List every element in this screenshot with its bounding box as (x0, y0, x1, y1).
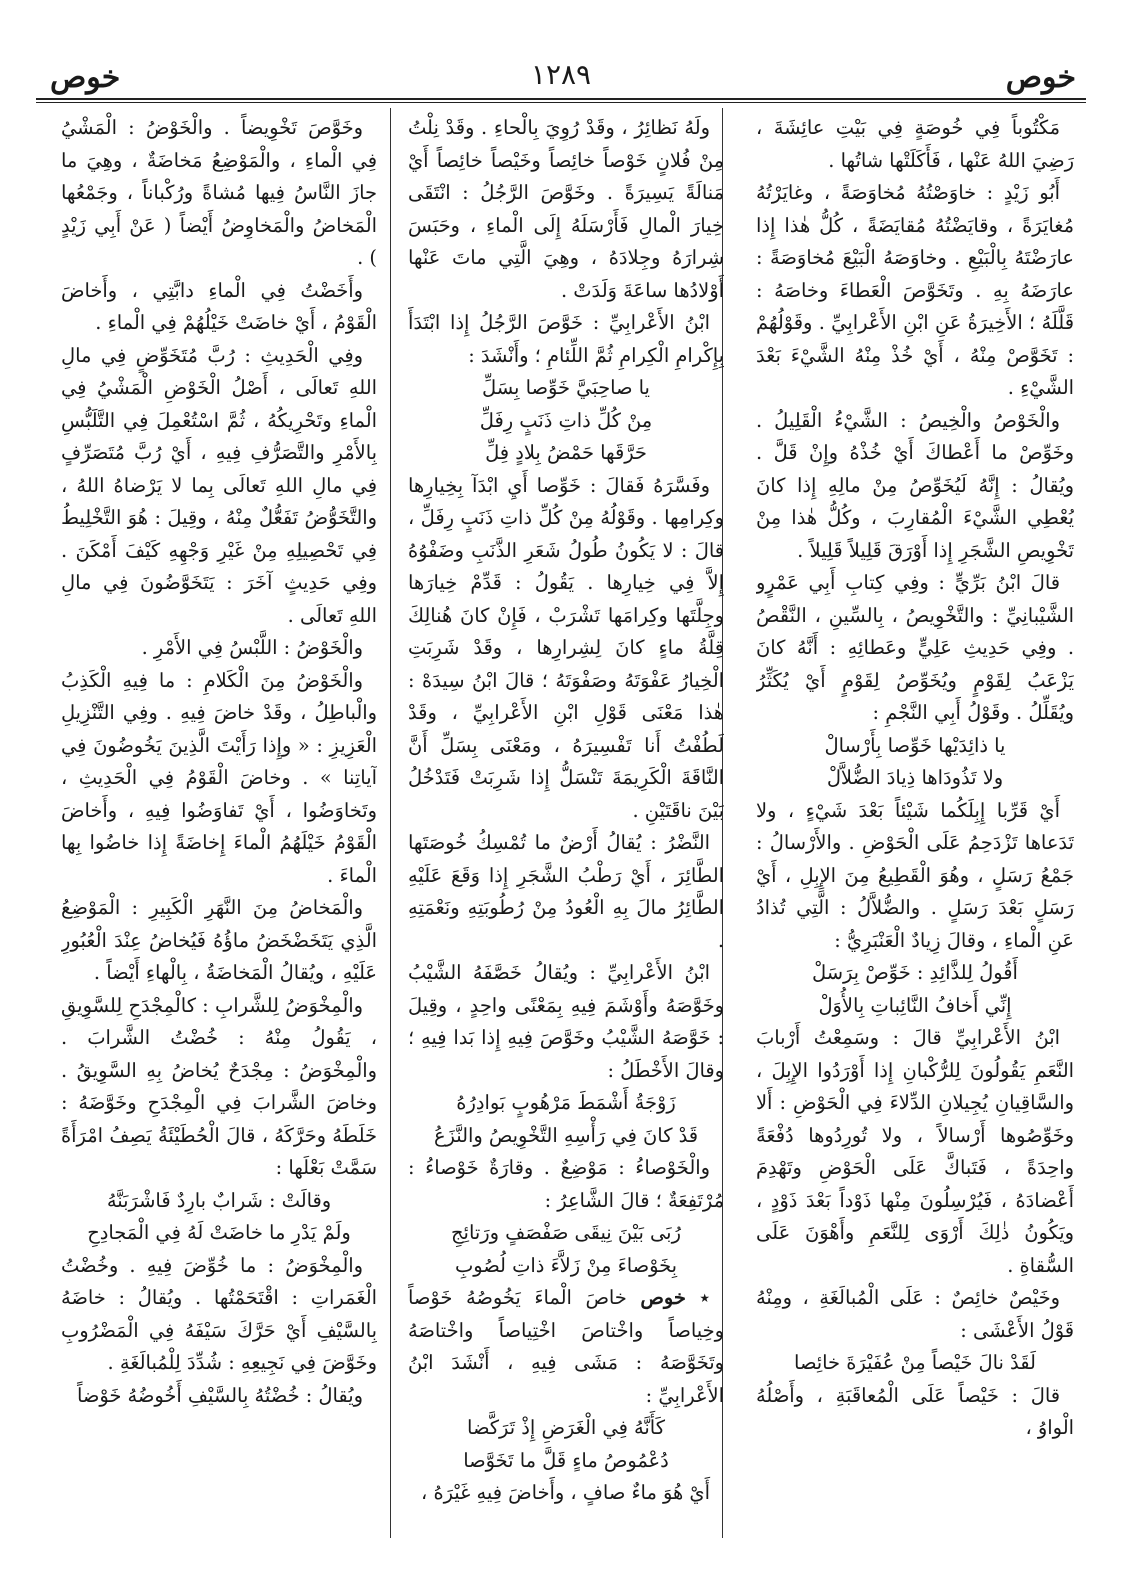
verse-line: كَأَنَّهُ فِي الْغَرَضِ إِذْ تَرَكَّضا (467, 1416, 665, 1439)
text-column-middle (408, 112, 724, 1542)
paragraph: والْخَوْصاءُ : مَوْضِعٌ . وقارَةٌ خَوْصاءُ : مُرْتَفِعَةٌ ؛ قالَ الشَّاعِرُ : (408, 1156, 724, 1212)
entry-paragraph (408, 1282, 724, 1412)
verse-line: أَقُولُ لِلذَّائِدِ : خَوِّصْ بِرَسَلْ (812, 961, 1018, 984)
column-divider (390, 108, 391, 1538)
verse-line: رُبَى بَيْنَ نِيقَى صَفْصَفٍ ورَتائِجِ (451, 1221, 681, 1244)
verse-line: إِنِّي أَخافُ النَّائِباتِ بِالأُوَلْ (818, 993, 1012, 1017)
paragraph: قالَ : خَيْصاً عَلَى الْمُعاقَبَةِ ، وأَصْلُهُ الْواوُ ، (756, 1383, 1074, 1439)
paragraph: أَيْ قَرِّبا إِبِلَكُما شَيْئاً بَعْدَ شَيْءٍ ، ولا تَدَعاها تَزْدَحِمُ عَلَى الْحَوْضِ . والأَرْسالُ : جَمْعُ رَسَلٍ ، وهُوَ الْقَطِيعُ مِنَ الإِبِلِ ، أَيْ رَسَلٍ بَعْدَ رَسَلٍ . والضُّلاَّلُ : الَّتِي تُذادُ عَنِ الْماءِ ، وقالَ زِيادٌ الْعَنْبَرِيُّ : (756, 798, 1074, 952)
verse-line: يا ذائِدَيْها خَوِّصا بِأَرْسالْ (824, 733, 1006, 757)
verse-line: قَدْ كانَ فِي رَأْسِهِ التَّخْوِيصُ والنَّزَعُ (433, 1123, 699, 1147)
verse-line: وقالَتْ : شَرابٌ بارِدٌ فَاشْرَبَنَّهُ (106, 1188, 332, 1212)
verse-line: بِخَوْصاءَ مِنْ زَلاَّءَ ذاتِ لُصُوبِ (454, 1253, 678, 1277)
verse-line: دُعْمُوصُ ماءٍ قَلَّ ما تَخَوَّصا (463, 1448, 669, 1472)
verse-line: حَرَّقَها حَمْضُ بِلادٍ فِلِّ (485, 441, 647, 464)
paragraph: وفِي الْحَدِيثِ : رُبَّ مُتَخَوِّضٍ فِي مالِ اللهِ تَعالَى ، أَصْلُ الْخَوْضِ الْمَشْيُ فِي الْماءِ وتَحْرِيكُهُ ، ثُمَّ اسْتُعْمِلَ فِي التَّلَبُّسِ بِالأَمْرِ والتَّصَرُّفِ فِيهِ ، أَيْ رُبَّ مُتَصَرِّفٍ فِي مالِ اللهِ تَعالَى بِما لا يَرْضاهُ اللهُ ، والتَّخَوُّضُ تَفَعُّلٌ مِنْهُ ، وقِيلَ : هُوَ التَّخْلِيطُ فِي تَحْصِيلِهِ مِنْ غَيْرِ وَجْهِهِ كَيْفَ أَمْكَنَ . وفِي حَدِيثٍ آخَرَ : يَتَخَوَّضُونَ فِي مالِ اللهِ تَعالَى . (61, 343, 377, 627)
paragraph: والْمِخْوَضُ : ما خُوِّضَ فِيهِ . وخُضْتُ الْغَمَراتِ : اقْتَحَمْتُها . ويُقالُ : خاضَهُ بِالسَّيْفِ أَيْ حَرَّكَ سَيْفَهُ فِي الْمَضْرُوبِ وخَوَّضَ فِي نَجِيعِهِ : شُدِّدَ لِلْمُبالَغَةِ . (61, 1253, 377, 1374)
entry-headword: خوص (640, 1286, 686, 1309)
entry-marker-icon: ٭ (685, 1286, 710, 1309)
paragraph: والْخَوْصُ والْخِيصُ : الشَّيْءُ الْقَلِيلُ . وخَوِّصْ ما أَعْطاكَ أَيْ خُذْهُ وإِنْ قَلَّ . ويُقالُ : إِنَّهُ لَيُخَوِّصُ مِنْ مالِهِ إِذا كانَ يُعْطِي الشَّيْءَ الْمُقارِبَ ، وكُلُّ هٰذا مِنْ تَخْوِيصِ الشَّجَرِ إِذا أَوْرَقَ قَلِيلاً قَلِيلاً . (756, 408, 1074, 562)
paragraph: ابْنُ الأَعْرابِيِّ : ويُقالُ خَصَّفَهُ الشَّيْبُ وخَوَّصَهُ وأَوْشَمَ فِيهِ بِمَعْنًى واحِدٍ ، وقِيلَ : خَوَّصَهُ الشَّيْبُ وخَوَّصَ فِيهِ إِذا بَدا فِيهِ ؛ وقالَ الأَخْطَلُ : (408, 961, 724, 1082)
header-rule (36, 98, 1086, 100)
page-header (36, 56, 1086, 100)
paragraph: وفَسَّرَهُ فَقالَ : خَوِّصا أَيِ ابْدَآ بِخِيارِها وكِرامِها . وقَوْلُهُ مِنْ كُلِّ ذاتِ ذَنَبٍ رِفَلِّ ، قالَ : لا يَكُونُ طُولُ شَعَرِ الذَّنَبِ وضَفْوُهُ إِلاَّ فِي خِيارِها . يَقُولُ : قَدِّمْ خِيارَها وجِلَّتَها وكِرامَها تَشْرَبْ ، فَإِنْ كانَ هُنالِكَ قِلَّةُ ماءٍ كانَ لِشِرارِها ، وقَدْ شَرِبَتِ الْخِيارُ عَفْوَتَهُ وصَفْوَتَهُ ؛ قالَ ابْنُ سِيدَهْ : هٰذا مَعْنَى قَوْلِ ابْنِ الأَعْرابِيِّ ، وقَدْ لَطُفْتُ أَنا تَفْسِيرَهُ ، ومَعْنَى بِسَلِّ أَنَّ النَّاقَةَ الْكَرِيمَةَ تَنْسَلُّ إِذا شَرِبَتْ فَتَدْخُلُ بَيْنَ ناقَتَيْنِ . (408, 473, 724, 822)
paragraph: والْمِخْوَضُ لِلشَّرابِ : كالْمِجْدَحِ لِلسَّوِيقِ ، يَقُولُ مِنْهُ : خُضْتُ الشَّرابَ . والْمِخْوَضُ : مِجْدَحٌ يُخاضُ بِهِ السَّوِيقُ . وخاضَ الشَّرابَ فِي الْمِجْدَحِ وخَوَّضَهُ : خَلَطَهُ وحَرَّكَهُ ، قالَ الْحُطَيْئَةُ يَصِفُ امْرَأَةً سَمَّتْ بَعْلَها : (61, 993, 377, 1179)
entry-text: خاصَ الْماءَ يَخُوصُهُ خَوْصاً وخِياصاً واخْتاصَ اخْتِياصاً واخْتاصَهُ وتَخَوَّصَهُ : مَشَى فِيهِ ، أَنْشَدَ ابْنُ الأَعْرابِيِّ : (408, 1286, 724, 1407)
verse-line: مِنْ كُلِّ ذاتِ ذَنَبٍ رِفَلِّ (479, 408, 653, 432)
paragraph: أَبُو زَيْدٍ : خاوَصْتُهُ مُخاوَصَةً ، وغايَرْتُهُ مُغايَرَةً ، وقايَضْتُهُ مُقايَضَةً ، كُلُّ هٰذا إِذا عارَضْتَهُ بِالْبَيْعِ . وخاوَصَهُ الْبَيْعَ مُخاوَصَةً : عارَضَهُ بِهِ . وتَخَوَّصَ الْعَطاءَ وخاصَهُ : قَلَّلَهُ ؛ الأَخِيرَةُ عَنِ ابْنِ الأَعْرابِيِّ . وقَوْلُهُمْ : تَخَوَّصْ مِنْهُ ، أَيْ خُذْ مِنْهُ الشَّيْءَ بَعْدَ الشَّيْءِ . (756, 181, 1074, 399)
header-rule-thin (36, 102, 1086, 103)
verse-line: لَقَدْ نالَ خَيْصاً مِنْ عُفَيْرَةَ خائِصا (794, 1351, 1036, 1374)
paragraph: والْمَخاضُ مِنَ النَّهَرِ الْكَبِيرِ : الْمَوْضِعُ الَّذِي يَتَخَضْخَضُ ماؤُهُ فَيُخاضُ عِنْدَ الْعُبُورِ عَلَيْهِ ، ويُقالُ الْمَخاضَةُ ، بِالْهاءِ أَيْضاً . (61, 896, 377, 984)
paragraph: أَيْ هُوَ ماءٌ صافٍ ، وأَخاضَ فِيهِ غَيْرَهُ ، (421, 1481, 710, 1504)
paragraph: وخَوَّصَ تَخْوِيضاً . والْخَوْضُ : الْمَشْيُ فِي الْماءِ ، والْمَوْضِعُ مَخاضَةٌ ، وهِيَ ما جازَ النَّاسُ فِيها مُشاةً ورُكْباناً ، وجَمْعُها الْمَخاضُ والْمَخاوِضُ أَيْضاً ( عَنْ أَبِي زَيْدٍ ) . (61, 116, 377, 269)
verse-line: يا صاحِبَيَّ خَوِّصا بِسَلِّ (482, 376, 650, 399)
paragraph: والْخَوْضُ مِنَ الْكَلامِ : ما فِيهِ الْكَذِبُ والْباطِلُ ، وقَدْ خاضَ فِيهِ . وفِي التَّنْزِيلِ الْعَزِيزِ : « وإِذا رَأَيْتَ الَّذِينَ يَخُوضُونَ فِي آياتِنا » . وخاضَ الْقَوْمُ فِي الْحَدِيثِ ، وتَخاوَضُوا ، أَيْ تَفاوَضُوا فِيهِ ، وأَخاضَ الْقَوْمُ خَيْلَهُمُ الْماءَ إِخاضَةً إِذا خاضُوا بِها الْماءَ . (61, 668, 377, 887)
verse-line: ولا تَذُودَاها ذِيادَ الضُّلاَّلْ (826, 766, 1004, 789)
paragraph: قالَ ابْنُ بَرِّيٍّ : وفِي كِتابِ أَبِي عَمْرٍو الشَّيْبانِيِّ : والتَّخْوِيصُ ، بِالسِّينِ ، النَّقْصُ . وفِي حَدِيثِ عَلِيٍّ وعَطائِهِ : أَنَّهُ كانَ يَزْعَبُ لِقَوْمٍ ويُخَوِّصُ لِقَوْمٍ أَيْ يُكَثِّرُ ويُقَلِّلُ . وقَوْلُ أَبِي النَّجْمِ : (756, 571, 1074, 724)
paragraph: ابْنُ الأَعْرابِيِّ : خَوَّصَ الرَّجُلُ إِذا ابْتَدَأَ بِإِكْرامِ الْكِرامِ ثُمَّ اللِّئامِ ؛ وأَنْشَدَ : (408, 311, 724, 367)
paragraph: وخَيْصٌ خائِصٌ : عَلَى الْمُبالَغَةِ ، ومِنْهُ قَوْلُ الأَعْشَى : (756, 1286, 1074, 1342)
header-entry-right: خوص (1005, 60, 1076, 95)
verse-line: زَوْجَةُ أَشْمَطَ مَرْهُوبٍ بَوادِرُهُ (456, 1091, 676, 1114)
paragraph: والْخَوْضُ : اللَّبْسُ فِي الأَمْرِ . (141, 636, 363, 659)
paragraph: ابْنُ الأَعْرابِيِّ قالَ : وسَمِعْتُ أَرْبابَ النَّعَمِ يَقُولُونَ لِلرُّكْبانِ إِذا أَوْرَدُوا الإِبِلَ ، والسَّاقِيانِ يُجِيلانِ الدِّلاءَ فِي الْحَوْضِ : أَلا وخَوِّصُوها أَرْسالاً ، ولا تُورِدُوها دُفْعَةً واحِدَةً ، فَتَباكَّ عَلَى الْحَوْضِ وتَهْدِمَ أَعْضادَهُ ، فَيُرْسِلُونَ مِنْها ذَوْداً بَعْدَ ذَوْدٍ ، ويَكُونُ ذٰلِكَ أَرْوَى لِلنَّعَمِ وأَهْوَنَ عَلَى السُّقاةِ . (756, 1026, 1074, 1277)
text-column-right (756, 112, 1074, 1542)
paragraph: ولَهُ نَظائِرُ ، وقَدْ رُوِيَ بِالْحاءِ . وقَدْ نِلْتُ مِنْ فُلانٍ خَوْصاً خائِصاً وخَيْصاً خائِصاً أَيْ مَنالَةً يَسِيرَةً . وخَوَّصَ الرَّجُلُ : انْتَقَى خِيارَ الْمالِ فَأَرْسَلَهُ إِلَى الْماءِ ، وحَبَسَ شِرارَهُ وجِلادَهُ ، وهِيَ الَّتِي ماتَ عَنْها أَوْلادُها ساعَةَ وَلَدَتْ . (408, 116, 724, 302)
paragraph: وأَخَضْتُ فِي الْماءِ دابَّتِي ، وأَخاضَ الْقَوْمُ ، أَيْ خاضَتْ خَيْلُهُمْ فِي الْماءِ . (61, 278, 377, 334)
paragraph: النَّضْرُ : يُقالُ أَرْضٌ ما تُمْسِكُ خُوصَتَها الطَّائِرَ ، أَيْ رَطْبُ الشَّجَرِ إِذا وَقَعَ عَلَيْهِ الطَّائِرُ مالَ بِهِ الْعُودُ مِنْ رُطُوبَتِهِ ونَعْمَتِهِ . (408, 831, 724, 952)
paragraph: مَكْتُوباً فِي خُوصَةٍ فِي بَيْتِ عائِشَةَ ، رَضِيَ اللهُ عَنْها ، فَأَكَلَتْها شاتُها . (756, 116, 1074, 172)
text-column-left (61, 112, 377, 1542)
verse-line: ولَمْ يَدْرِ ما خاضَتْ لَهُ فِي الْمَجادِحِ (87, 1221, 351, 1244)
header-entry-left: خوص (50, 60, 121, 95)
page-number: ١٢٨٩ (530, 58, 592, 91)
paragraph: ويُقالُ : خُضْتُهُ بِالسَّيْفِ أَخُوضُهُ خَوْضاً (76, 1383, 363, 1407)
